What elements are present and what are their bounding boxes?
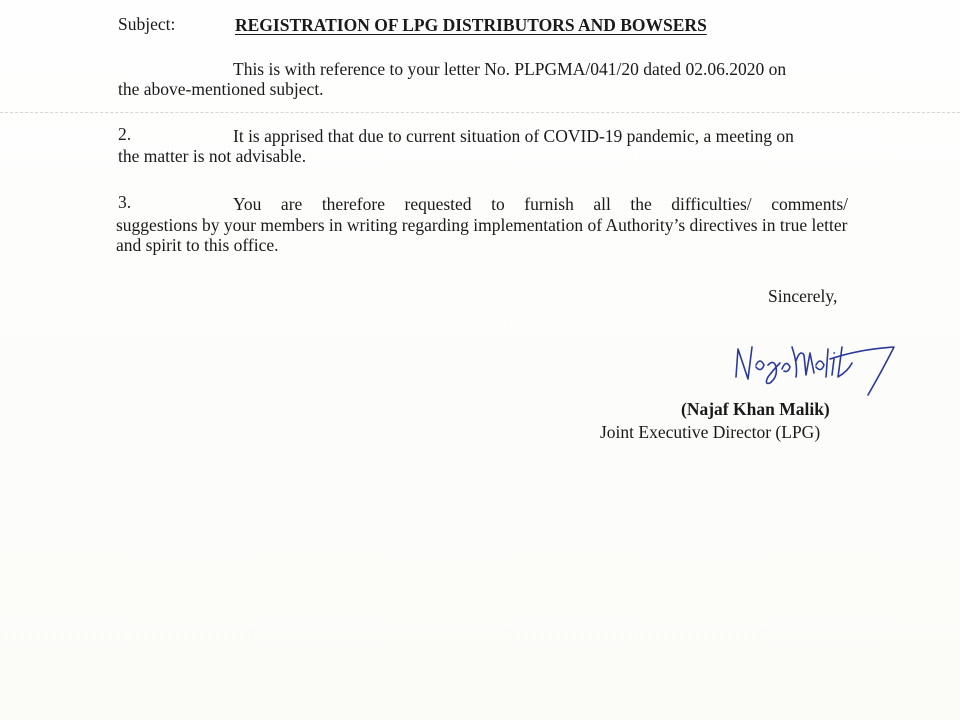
signatory-name: (Najaf Khan Malik) [681,399,830,419]
closing-sincerely: Sincerely, [768,286,838,306]
paragraph-3-number: 3. [118,192,132,212]
subject-label: Subject: [118,14,176,34]
subject-title: REGISTRATION OF LPG DISTRIBUTORS AND BOWSERS [235,15,707,35]
paper-fold-line [0,112,960,113]
paragraph-2-line-1: It is apprised that due to current situation of COVID-19 pandemic, a meeting on [233,126,794,146]
signature-strokes [736,347,894,395]
paragraph-1-line-1: This is with reference to your letter No. PLPGMA/041/20 dated 02.06.2020 on [233,59,787,79]
paragraph-2-number: 2. [118,124,132,144]
signatory-title: Joint Executive Director (LPG) [600,422,821,442]
paragraph-3-body: suggestions by your members in writing regarding implementation of Authority’s directives in true letter and spirit to this office. [116,214,848,255]
paragraph-1-line-2: the above-mentioned subject. [118,79,324,99]
paragraph-3 [116,194,848,256]
paragraph-2-line-2: the matter is not advisable. [118,146,307,166]
handwritten-signature [730,335,900,405]
paragraph-3-line-1: You are therefore requested to furnish all the difficulties/ comments/ [233,194,848,214]
